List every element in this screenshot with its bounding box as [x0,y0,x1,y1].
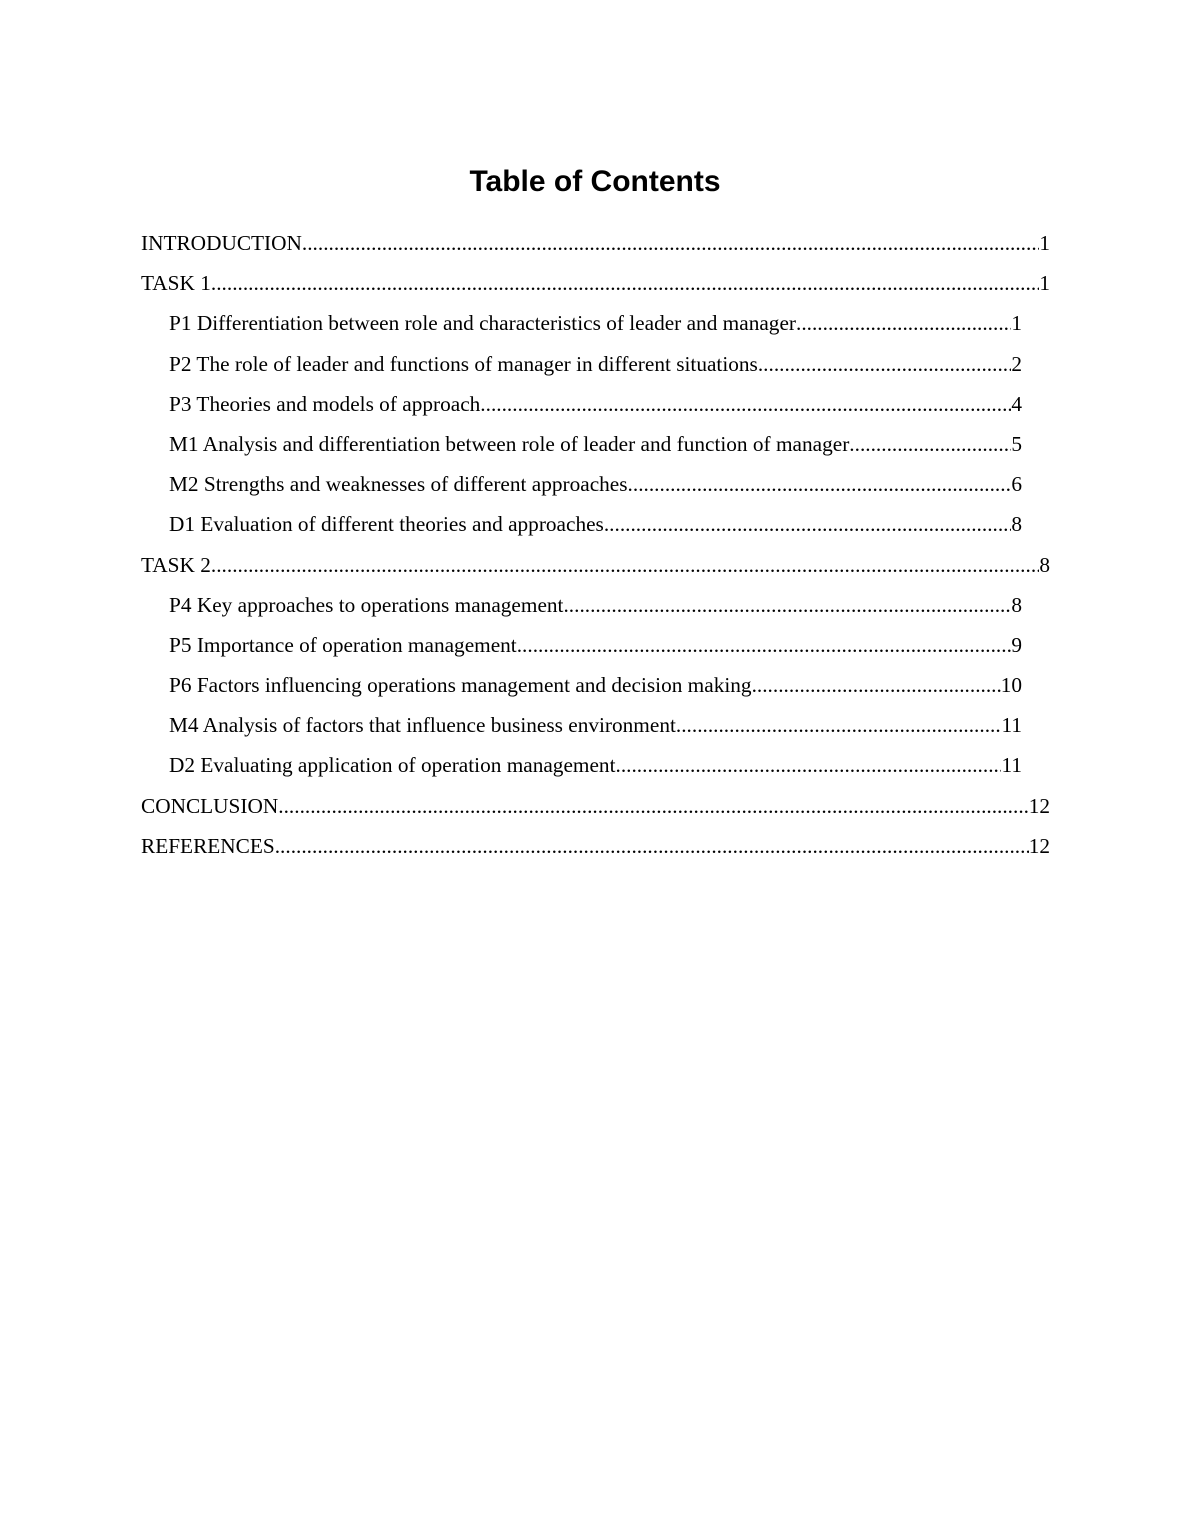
toc-entry-d2[interactable] [169,748,1022,788]
toc-entry-text: CONCLUSION [141,789,278,823]
toc-entry-text: M1 Analysis and differentiation between role of leader and function of manager [169,427,849,461]
toc-entry-p2[interactable] [169,347,1022,387]
toc-entry-text: P3 Theories and models of approach [169,387,480,421]
toc-entry-d1[interactable] [169,507,1022,547]
toc-entry-p4[interactable] [169,588,1022,628]
toc-page-number: 4 [1011,387,1022,421]
toc-page-number: 2 [1011,347,1022,381]
toc-entry-text: M2 Strengths and weaknesses of different approaches [169,467,628,501]
toc-leader-dots [616,748,1002,782]
toc-page-number: 11 [1001,748,1022,782]
toc-entry-text: TASK 1 [141,266,211,300]
toc-entry-text: M4 Analysis of factors that influence business environment [169,708,676,742]
toc-page-number: 1 [1039,266,1050,300]
toc-leader-dots [628,467,1012,501]
toc-entry-text: P5 Importance of operation management [169,628,517,662]
toc-entry-text: INTRODUCTION [141,226,302,260]
toc-entry-m4[interactable] [169,708,1022,748]
toc-entry-text: TASK 2 [141,548,211,582]
toc-leader-dots [563,588,1011,622]
toc-leader-dots [275,829,1029,863]
toc-entry-text: D2 Evaluating application of operation management [169,748,616,782]
toc-leader-dots [796,306,1011,340]
toc-page-number: 8 [1011,588,1022,622]
toc-title: Table of Contents [469,165,721,198]
toc-leader-dots [849,427,1011,461]
toc-page-number: 12 [1029,829,1050,863]
toc-page-number: 10 [1001,668,1022,702]
toc-leader-dots [604,507,1011,541]
toc-page-number: 9 [1011,628,1022,662]
toc-leader-dots [278,789,1028,823]
toc-page-number: 12 [1029,789,1050,823]
toc-entry-conclusion[interactable] [141,789,1050,829]
toc-leader-dots [302,226,1039,260]
toc-entry-text: P2 The role of leader and functions of manager in different situations [169,347,758,381]
toc-leader-dots [758,347,1011,381]
toc-entry-text: P1 Differentiation between role and characteristics of leader and manager [169,306,796,340]
toc-entry-task-2[interactable] [141,548,1050,588]
toc-entry-introduction[interactable] [141,226,1050,266]
toc-entry-m2[interactable] [169,467,1022,507]
toc-leader-dots [211,548,1039,582]
toc-entry-p6[interactable] [169,668,1022,708]
toc-entry-m1[interactable] [169,427,1022,467]
toc-page-number: 1 [1039,226,1050,260]
toc-entry-references[interactable] [141,829,1050,869]
toc-list [0,226,1190,869]
toc-entry-text: D1 Evaluation of different theories and approaches [169,507,604,541]
toc-entry-text: P6 Factors influencing operations management and decision making [169,668,752,702]
toc-page-number: 1 [1011,306,1022,340]
toc-entry-task-1[interactable] [141,266,1050,306]
toc-leader-dots [211,266,1039,300]
toc-entry-p5[interactable] [169,628,1022,668]
toc-entry-text: P4 Key approaches to operations management [169,588,563,622]
toc-page-number: 8 [1039,548,1050,582]
toc-page-number: 8 [1011,507,1022,541]
toc-page-number: 5 [1011,427,1022,461]
toc-leader-dots [752,668,1001,702]
toc-leader-dots [676,708,1002,742]
toc-leader-dots [517,628,1012,662]
toc-entry-p3[interactable] [169,387,1022,427]
toc-entry-text: REFERENCES [141,829,275,863]
toc-page-number: 6 [1011,467,1022,501]
toc-leader-dots [480,387,1011,421]
toc-page-number: 11 [1001,708,1022,742]
toc-entry-p1[interactable] [169,306,1022,346]
